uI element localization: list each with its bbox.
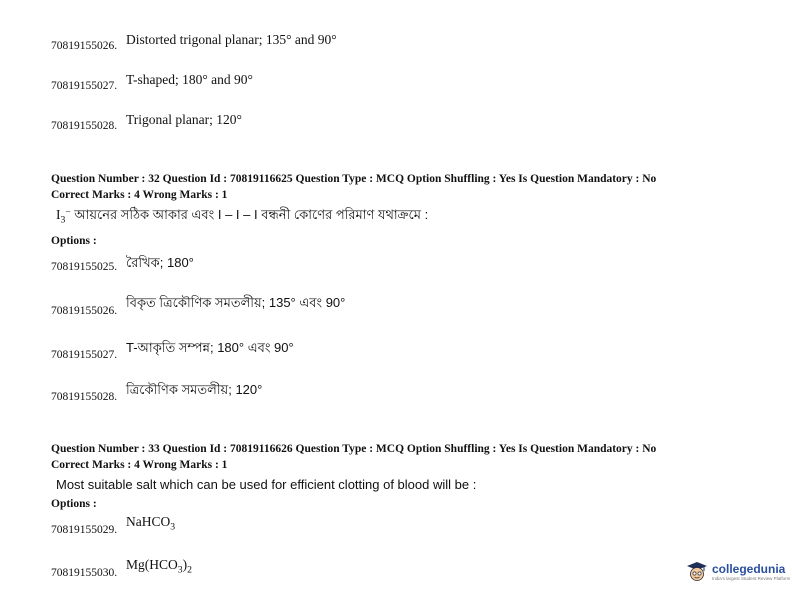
options-label: Options : <box>51 498 97 510</box>
option-text: Trigonal planar; 120° <box>126 112 242 127</box>
ion-symbol: I <box>56 207 61 222</box>
option-text: ত্রিকৌণিক সমতলীয়; 120° <box>126 382 263 397</box>
formula-part: ) <box>182 557 188 572</box>
option-id: 70819155030. <box>51 567 118 579</box>
option-id: 70819155027. <box>51 80 118 92</box>
formula-part: NaHCO <box>126 514 171 529</box>
option-id: 70819155025. <box>51 261 118 273</box>
option-id: 70819155026. <box>51 305 118 317</box>
option-id: 70819155027. <box>51 349 118 361</box>
formula-subscript: 3 <box>170 521 176 533</box>
logo-name: collegedunia <box>712 561 786 576</box>
option-text: T-আকৃতি সম্পন্ন; 180° এবং 90° <box>126 340 294 355</box>
marks-line: Correct Marks : 4 Wrong Marks : 1 <box>51 459 228 471</box>
formula-subscript: 2 <box>187 564 192 576</box>
option-id: 70819155028. <box>51 120 118 132</box>
options-label: Options : <box>51 235 97 247</box>
marks-line: Correct Marks : 4 Wrong Marks : 1 <box>51 189 228 201</box>
option-formula <box>126 557 192 575</box>
option-text: বিকৃত ত্রিকৌণিক সমতলীয়; 135° এবং 90° <box>126 295 346 310</box>
formula-part: Mg(HCO <box>126 557 178 572</box>
question-header: Question Number : 32 Question Id : 70819116625 Question Type : MCQ Option Shuffling : Yes Is Question Mandatory : No <box>51 173 657 185</box>
option-text: Distorted trigonal planar; 135° and 90° <box>126 32 337 47</box>
question-text: আয়নের সঠিক আকার এবং I – I – I বন্ধনী কোণের পরিমাণ যথাক্রমে : <box>74 207 429 222</box>
ion-subscript: 3 <box>60 214 66 226</box>
graduate-mascot-icon <box>686 561 708 583</box>
collegedunia-logo <box>686 558 790 586</box>
question-stem: Most suitable salt which can be used for efficient clotting of blood will be : <box>56 477 477 492</box>
question-header: Question Number : 33 Question Id : 70819116626 Question Type : MCQ Option Shuffling : Yes Is Question Mandatory : No <box>51 443 657 455</box>
option-id: 70819155028. <box>51 391 118 403</box>
ion-superscript: − <box>65 206 71 218</box>
option-text: রৈখিক; 180° <box>126 255 194 270</box>
option-id: 70819155026. <box>51 40 118 52</box>
option-id: 70819155029. <box>51 524 118 536</box>
question-stem <box>56 206 428 227</box>
logo-tagline: India's largest Student Review Platform <box>712 575 791 581</box>
option-formula <box>126 514 175 532</box>
option-text: T-shaped; 180° and 90° <box>126 72 253 87</box>
formula-subscript: 3 <box>177 564 183 576</box>
